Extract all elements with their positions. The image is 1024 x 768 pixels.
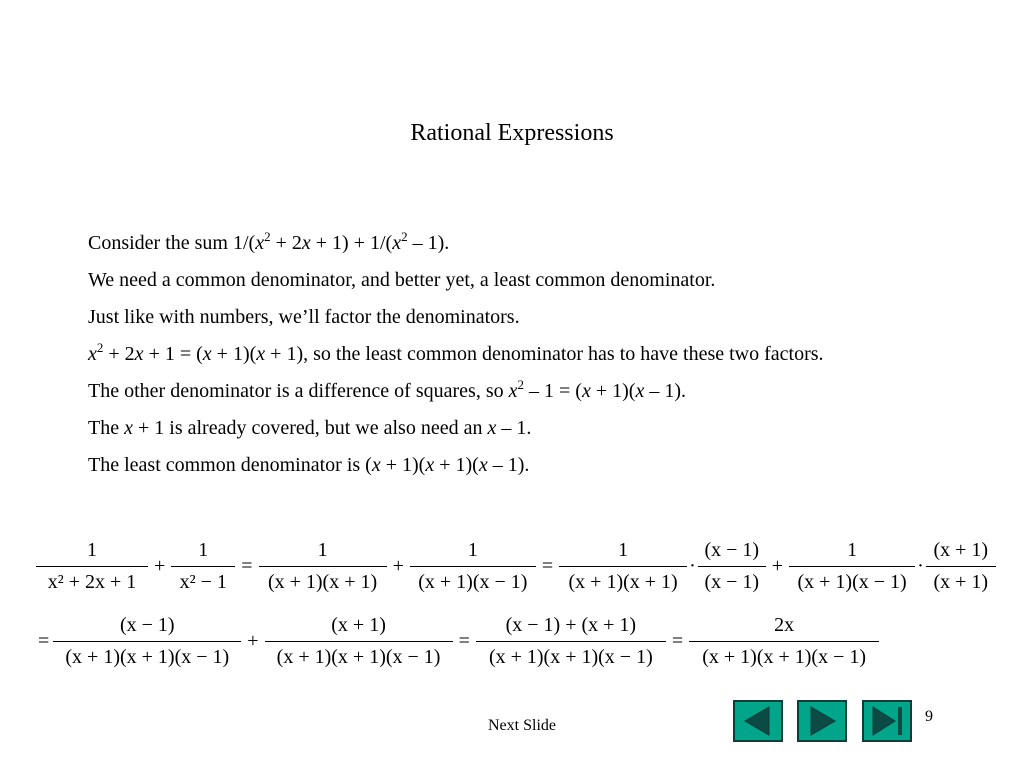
plus-sign: + [247, 629, 259, 652]
fraction [791, 539, 913, 594]
fraction [267, 614, 451, 669]
numerator: (x − 1) [704, 538, 760, 561]
body-line-6: The x + 1 is already covered, but we also need an x – 1. [88, 417, 532, 439]
numerator: 1 [317, 538, 328, 561]
fraction [412, 539, 534, 594]
numerator: 2x [774, 613, 795, 636]
denominator: (x + 1) [926, 566, 996, 594]
body-line-4: $x^2 + 2x + 1 = (x + 1)(x + 1)$, so the least common denominator has to have these two factors. [88, 340, 824, 365]
equation-line-1 [0, 533, 994, 599]
next-slide-button[interactable] [797, 700, 847, 742]
denominator: (x + 1)(x + 1)(x − 1) [265, 641, 453, 669]
body-line-5: The other denominator is a difference of squares, so $x^2 - 1 = (x + 1)(x - 1)$. [88, 377, 687, 402]
equals-sign: = [458, 629, 470, 652]
body-line-3: Just like with numbers, we’ll factor the denominators. [88, 306, 520, 328]
denominator: (x + 1)(x + 1) [559, 566, 687, 594]
denominator: (x − 1) [698, 566, 766, 594]
plus-sign: + [771, 554, 784, 577]
denominator: (x + 1)(x + 1)(x − 1) [53, 641, 241, 669]
body-line-7: The least common denominator is (x + 1)(x + 1)(x – 1). [88, 454, 530, 476]
previous-slide-button[interactable] [733, 700, 783, 742]
equals-sign: = [671, 629, 684, 652]
plus-sign: + [154, 554, 166, 577]
multiply-dot: · [917, 554, 924, 577]
last-slide-icon [864, 702, 910, 740]
denominator: (x + 1)(x + 1)(x − 1) [689, 641, 879, 669]
body-line-1: Consider the sum $1/(x^2 + 2x + 1) + 1/(x^2 - 1)$. [88, 229, 450, 254]
numerator: 1 [198, 538, 209, 561]
fraction [700, 539, 764, 594]
page-number: 9 [925, 708, 933, 725]
numerator: (x + 1) [933, 538, 989, 561]
equation-line-2 [0, 608, 877, 674]
fraction [38, 539, 146, 594]
fraction [561, 539, 685, 594]
numerator: 1 [618, 538, 629, 561]
body-line-2: We need a common denominator, and better yet, a least common denominator. [88, 269, 716, 291]
denominator: (x + 1)(x − 1) [789, 566, 915, 594]
slide-body [88, 229, 948, 488]
equals-sign: = [241, 554, 253, 577]
multiply-dot: · [689, 554, 696, 577]
numerator: (x + 1) [331, 613, 386, 636]
next-slide-link[interactable]: Next Slide [488, 717, 556, 734]
fraction [55, 614, 239, 669]
fraction [928, 539, 994, 594]
fraction [691, 614, 877, 669]
previous-slide-icon [735, 702, 781, 740]
denominator: (x + 1)(x + 1) [259, 566, 387, 594]
plus-sign: + [392, 554, 404, 577]
numerator: (x − 1) + (x + 1) [505, 613, 637, 636]
numerator: (x − 1) [119, 613, 175, 636]
last-slide-button[interactable] [862, 700, 912, 742]
equals-sign: = [38, 629, 50, 652]
next-slide-icon [799, 702, 845, 740]
numerator: 1 [847, 538, 858, 561]
fraction [261, 539, 385, 594]
denominator: (x + 1)(x + 1)(x − 1) [476, 641, 666, 669]
fraction [478, 614, 664, 669]
denominator: x² − 1 [171, 566, 235, 594]
numerator: 1 [87, 538, 97, 561]
slide-title: Rational Expressions [410, 120, 614, 146]
denominator: x² + 2x + 1 [36, 566, 148, 594]
denominator: (x + 1)(x − 1) [410, 566, 536, 594]
fraction [173, 539, 233, 594]
numerator: 1 [467, 538, 478, 561]
equals-sign: = [541, 554, 554, 577]
